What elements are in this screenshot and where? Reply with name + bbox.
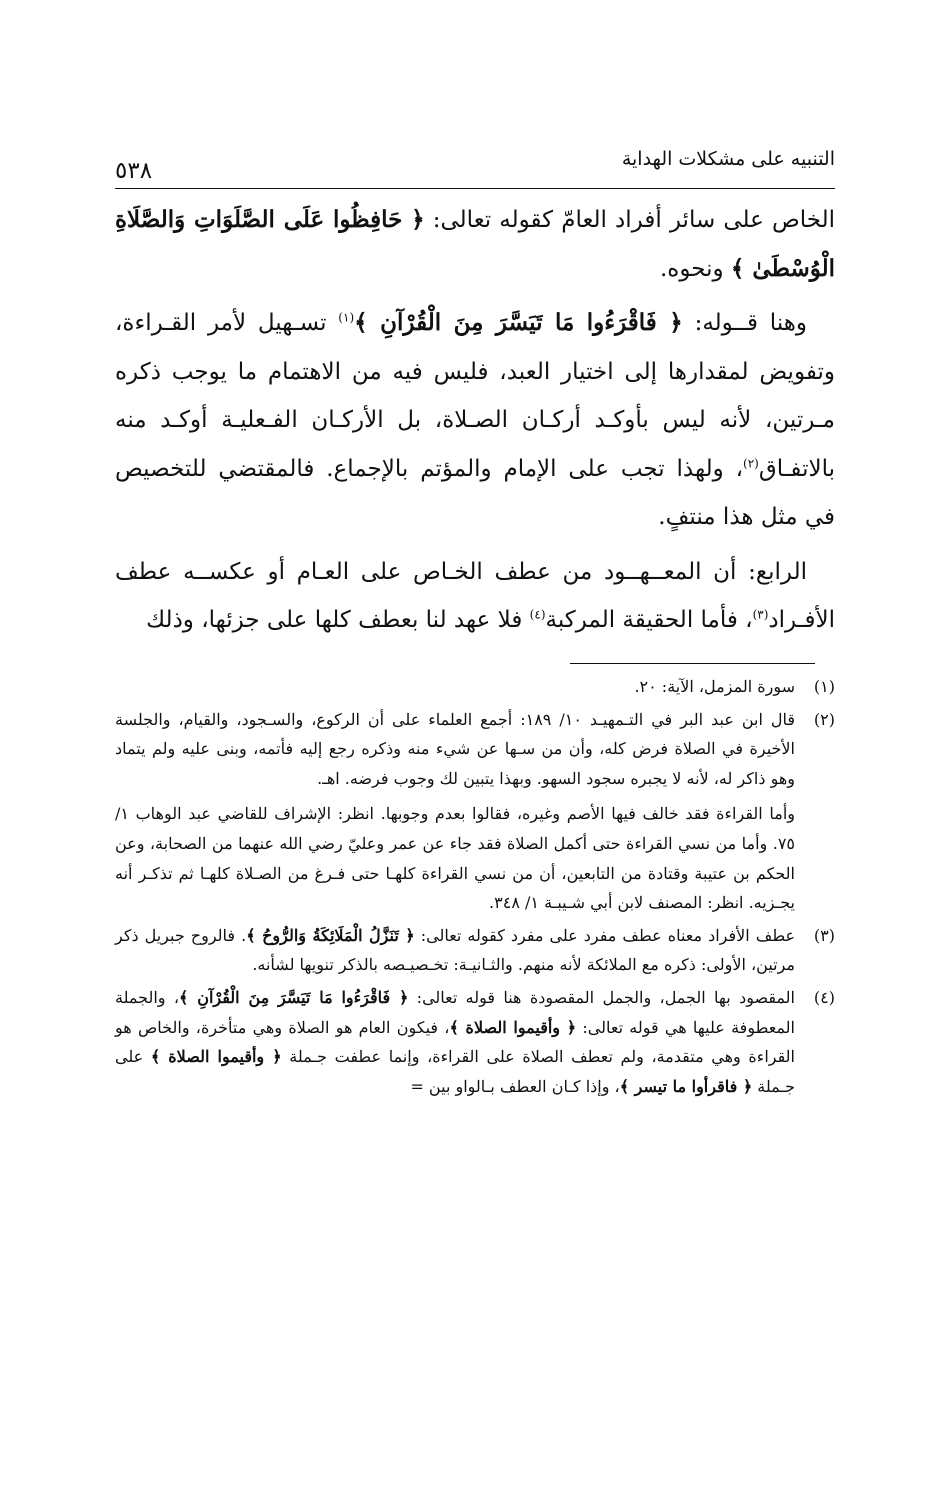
footnote-text [115, 983, 795, 1101]
fn4-text-b: ، والجملة المعطوفة عليها هي قوله تعالى: [115, 987, 795, 1037]
footnote-number: (٢) [813, 709, 835, 729]
footnote-number: (٣) [813, 925, 835, 945]
fn4-text-e: ، وإذا كـان العطف بـالواو بين = [410, 1076, 620, 1096]
fn3-text-b: . فالروح جبريل ذكر مرتين، الأولى: ذكره مع الملائكة لأنه منهم. والثـانيـة: تخـصيـصه بالذكر تنويها لشأنه. [115, 925, 795, 975]
p2-text-c: ، ولهذا تجب على الإمام والمؤتم بالإجماع. فالمقتضي للتخصيص في مثل هذا منتفٍ. [115, 455, 835, 530]
quran-verse: ﴿ فَاقْرَءُوا مَا تَيَسَّرَ مِنَ الْقُرْآنِ ﴾ [179, 987, 409, 1007]
fn4-text-d: على جـملة [115, 1047, 795, 1096]
p1-text-a: الخاص على سائر أفراد العامّ كقوله تعالى: [424, 207, 835, 233]
paragraph-2 [115, 299, 835, 542]
running-title: التنبيه على مشكلات الهداية [621, 148, 835, 170]
page-header [115, 140, 835, 184]
footnotes [115, 672, 835, 1104]
footnote-3 [115, 921, 835, 980]
quran-verse: ﴿ فَاقْرَءُوا مَا تَيَسَّرَ مِنَ الْقُرْآنِ ﴾ [354, 309, 683, 336]
page-number: ٥٣٨ [115, 158, 153, 184]
p1-text-b: ونحوه. [660, 255, 731, 282]
p3-text-c: فلا عهد لنا بعطف كلها على جزئها، وذلك [146, 607, 530, 633]
fn4-text-c: ، فيكون العام هو الصلاة وهي متأخرة، والخاص هو القراءة وهي متقدمة، ولم تعطف الصلاة على القراءة، وإنما عطفت جـملة [115, 1017, 796, 1067]
p3-text-a: الرابع: أن المعــهــود من عطف الخـاص على العـام أو عكســه عطف الأفـراد [115, 558, 835, 633]
footnote-ref: (٤) [529, 607, 546, 622]
paragraph-1 [115, 196, 835, 293]
quran-verse: ﴿ وأقيموا الصلاة ﴾ [449, 1017, 577, 1037]
main-text [115, 196, 835, 645]
quran-verse: ﴿ فاقرأوا ما تيسر ﴾ [619, 1076, 753, 1096]
footnote-4 [115, 983, 835, 1101]
footnote-text-continued: وأما القراءة فقد خالف فيها الأصم وغيره، فقالوا بعدم وجوبها. انظر: الإشراف للقاضي عبد الوهاب ١/ ٧٥. وأما من نسي القراءة حتى أكمل الصلاة فقد جاء عن عمر وعليّ رضي الله عنهما من الصحابة، وعن الحكم بن عتيبة وقتادة من التابعين، أن من نسي القراءة كلهـا حتى فـرغ من الصـلاة كلهـا ثم تذكـر أنه يجـزيه. انظر: المصنف لابن أبي شـيبـة ١/ ٣٤٨. [115, 804, 795, 913]
p2-text-a: وهنا قــوله: [682, 310, 807, 336]
footnote-ref: (١) [338, 310, 355, 325]
footnote-text: قال ابن عبد البر في التـمهيـد ١٠/ ١٨٩: أجمع العلماء على أن الركوع، والسـجود، والقيام، والجلسة الأخيرة في الصلاة فرض كله، وأن من سـها عن شيء منه وذكره رجع إليه فأتمه، وبنى عليه ولم يتماد وهو ذاكر له، لأنه لا يجبره سجود السهو. وبهذا يتبين لك وجوب فرضه. اهـ. [115, 709, 796, 788]
fn4-text-a: المقصود بها الجمل، والجمل المقصودة هنا قوله تعالى: [408, 987, 795, 1007]
p2-text-b: تسـهيل لأمر القـراءة، وتفويض لمقدارها إلى اختيار العبد، فليس فيه من الاهتمام ما يوجب ذكره مـرتين، لأنه ليس بأوكـد أركـان الصـلاة، بل الأركـان الفـعليـة أوكـد منه بالاتفـاق [115, 310, 835, 482]
footnote-text: سورة المزمل، الآية: ٢٠. [634, 677, 795, 696]
footnote-1 [115, 672, 835, 702]
footnote-ref: (٣) [752, 607, 769, 622]
quran-verse: ﴿ وأقيموا الصلاة ﴾ [150, 1047, 282, 1067]
footnote-rule [570, 663, 815, 664]
header-rule [115, 188, 835, 189]
footnote-ref: (٢) [743, 455, 759, 470]
quran-verse: ﴿ تَنَزَّلُ الْمَلَائِكَةُ وَالرُّوحُ ﴾ [246, 925, 415, 945]
p3-text-b: ، فأما الحقيقة المركبة [545, 607, 753, 633]
footnote-number: (٤) [813, 987, 835, 1007]
fn3-text-a: عطف الأفراد معناه عطف مفرد على مفرد كقوله تعالى: [414, 925, 796, 945]
quran-verse: ﴿ حَافِظُوا عَلَى الصَّلَوَاتِ وَالصَّلَاةِ الْوُسْطَىٰ ﴾ [115, 206, 835, 282]
footnote-number: (١) [813, 677, 835, 696]
footnote-2 [115, 705, 835, 918]
footnote-text [115, 921, 795, 980]
paragraph-3 [115, 548, 835, 645]
